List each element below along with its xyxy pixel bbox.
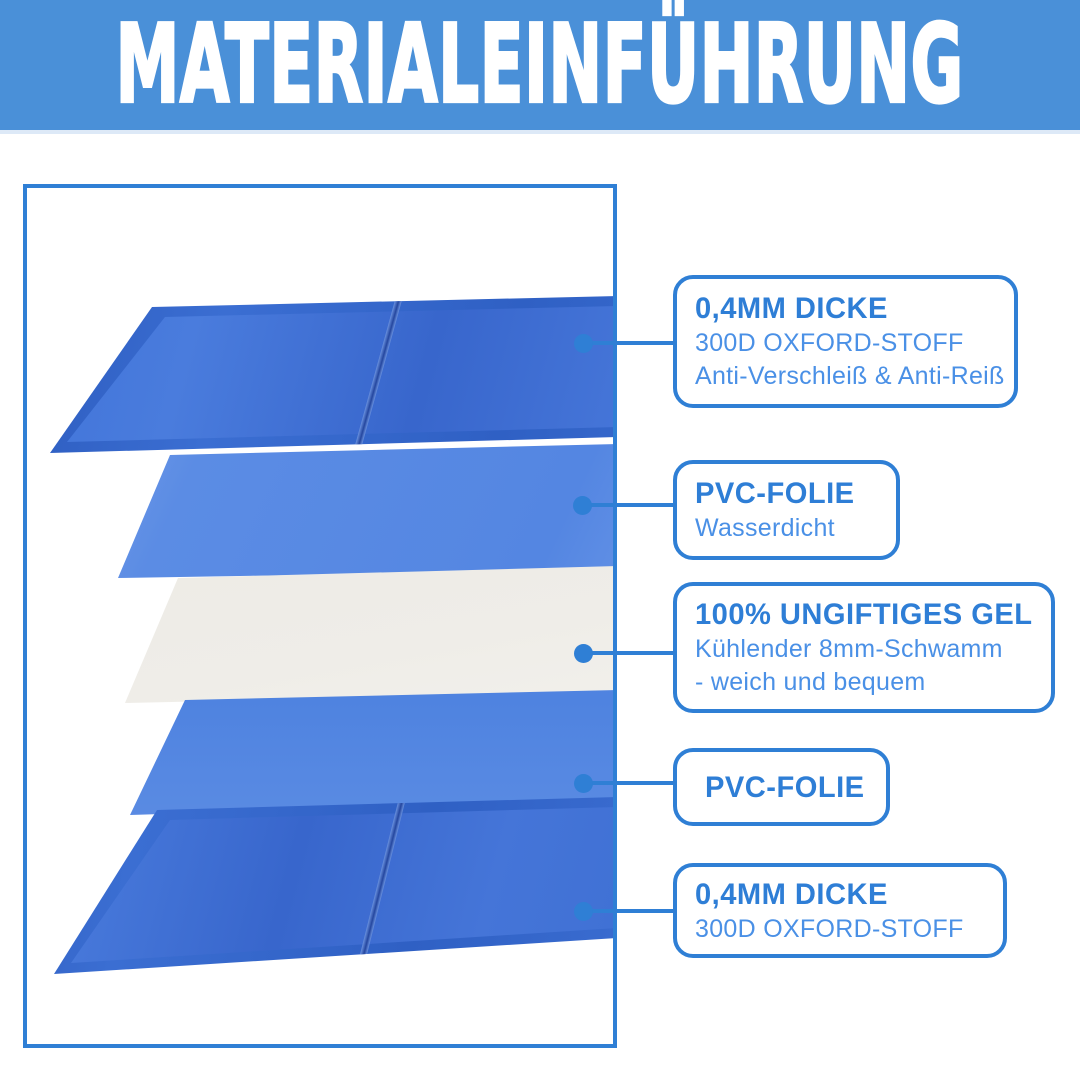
header-banner: [0, 0, 1080, 134]
callout-title: 0,4MM DICKE: [695, 292, 888, 325]
callout-dot-5: [574, 902, 593, 921]
layer-stage: [27, 188, 613, 1044]
callout-dot-1: [574, 334, 593, 353]
callout-leader-5: [583, 909, 677, 913]
callout-line: Anti-Verschleiß & Anti-Reiß: [695, 362, 1005, 390]
callout-line: 300D OXFORD-STOFF: [695, 914, 964, 943]
page-title: MATERIALEINFÜHRUNG: [115, 1, 965, 128]
callout-box-pvc-bottom: [673, 748, 890, 826]
callout-title: 100% UNGIFTIGES GEL: [695, 598, 1033, 631]
callout-title: PVC-FOLIE: [695, 477, 855, 510]
callout-leader-3: [583, 651, 677, 655]
callout-leader-2: [582, 503, 677, 507]
callout-dot-4: [574, 774, 593, 793]
callout-box-oxford-bottom: [673, 863, 1007, 958]
callout-title: 0,4MM DICKE: [695, 877, 888, 911]
callout-line: Kühlender 8mm-Schwamm: [695, 635, 1003, 663]
callout-line: 300D OXFORD-STOFF: [695, 329, 964, 357]
callout-leader-4: [583, 781, 677, 785]
callout-line: - weich und bequem: [695, 668, 926, 696]
callout-dot-2: [573, 496, 592, 515]
callout-leader-1: [583, 341, 677, 345]
callout-box-oxford-top: [673, 275, 1018, 408]
callout-box-pvc-top: [673, 460, 900, 560]
diagram-frame: [23, 184, 617, 1048]
callout-box-gel: [673, 582, 1055, 713]
callout-title: PVC-FOLIE: [705, 770, 865, 804]
callout-dot-3: [574, 644, 593, 663]
callout-line: Wasserdicht: [695, 514, 835, 542]
